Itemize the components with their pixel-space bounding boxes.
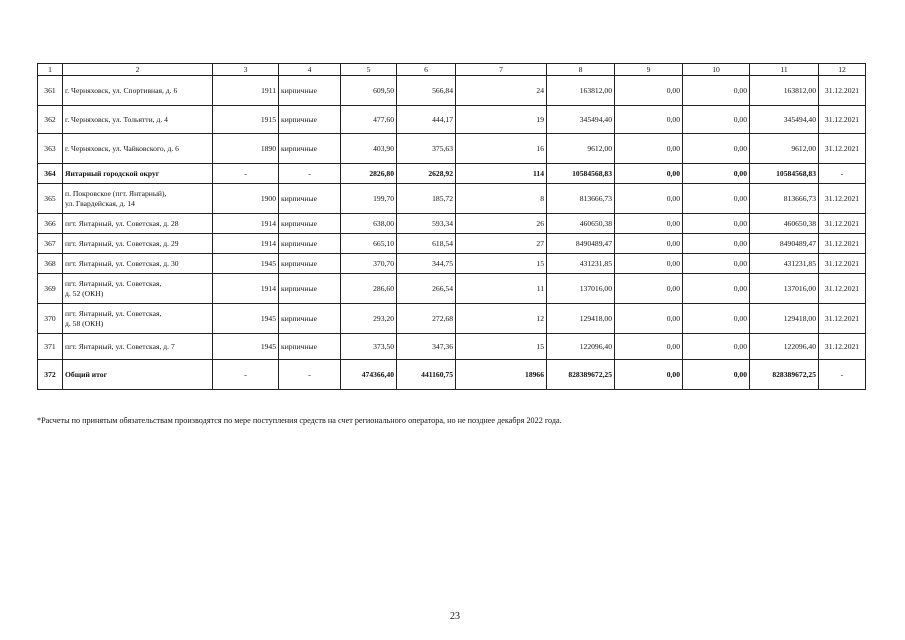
address-line: Янтарный городской округ (65, 168, 160, 178)
row-number: 365 (38, 184, 63, 214)
col-6-value: 441160,75 (397, 360, 456, 390)
col-6-value: 2628,92 (397, 164, 456, 184)
col-5-value: 2826,80 (341, 164, 397, 184)
col-10-value: 0,00 (683, 164, 750, 184)
col-5-value: 370,70 (341, 254, 397, 274)
col-8-value: 828389672,25 (547, 360, 615, 390)
year-built: 1914 (213, 214, 279, 234)
col-9-value: 0,00 (615, 106, 683, 134)
address (63, 76, 213, 106)
col-11-value: 9612,00 (750, 134, 819, 164)
col-5-value: 477,60 (341, 106, 397, 134)
col-10-value: 0,00 (683, 304, 750, 334)
year-built: 1915 (213, 106, 279, 134)
table-row (38, 184, 866, 214)
col-header-2: 2 (63, 64, 213, 76)
col-10-value: 0,00 (683, 234, 750, 254)
wall-material: - (279, 360, 341, 390)
address-line: г. Черняховск, ул. Чайковского, д. 6 (65, 143, 179, 153)
col-11-value: 813666,73 (750, 184, 819, 214)
col-9-value: 0,00 (615, 76, 683, 106)
col-8-value: 163812,00 (547, 76, 615, 106)
wall-material: кирпичные (279, 106, 341, 134)
col-8-value: 431231,85 (547, 254, 615, 274)
col-5-value: 638,00 (341, 214, 397, 234)
col-8-value: 122096,40 (547, 334, 615, 360)
col-header-5: 5 (341, 64, 397, 76)
col-11-value: 163812,00 (750, 76, 819, 106)
col-10-value: 0,00 (683, 76, 750, 106)
table-row (38, 304, 866, 334)
register-table (37, 63, 866, 390)
col-9-value: 0,00 (615, 134, 683, 164)
col-7-value: 26 (456, 214, 547, 234)
col-7-value: 8 (456, 184, 547, 214)
year-built: 1890 (213, 134, 279, 164)
col-6-value: 272,68 (397, 304, 456, 334)
col-9-value: 0,00 (615, 164, 683, 184)
row-number: 364 (38, 164, 63, 184)
table-row (38, 106, 866, 134)
address (63, 164, 213, 184)
table-row (38, 214, 866, 234)
wall-material: кирпичные (279, 184, 341, 214)
completion-date: 31.12.2021 (819, 304, 866, 334)
col-6-value: 344,75 (397, 254, 456, 274)
wall-material: кирпичные (279, 254, 341, 274)
address-line: пгт. Янтарный, ул. Советская, д. 29 (65, 238, 179, 248)
col-5-value: 403,90 (341, 134, 397, 164)
col-header-11: 11 (750, 64, 819, 76)
address-line: д. 58 (ОКН) (65, 318, 104, 328)
wall-material: - (279, 164, 341, 184)
col-5-value: 293,20 (341, 304, 397, 334)
col-8-value: 460650,38 (547, 214, 615, 234)
completion-date: 31.12.2021 (819, 134, 866, 164)
address-line: Общий итог (65, 369, 108, 379)
completion-date: 31.12.2021 (819, 214, 866, 234)
col-7-value: 15 (456, 334, 547, 360)
completion-date: 31.12.2021 (819, 234, 866, 254)
col-5-value: 373,50 (341, 334, 397, 360)
row-number: 369 (38, 274, 63, 304)
address (63, 274, 213, 304)
col-8-value: 10584568,83 (547, 164, 615, 184)
table-total-row (38, 360, 866, 390)
col-9-value: 0,00 (615, 304, 683, 334)
year-built: 1945 (213, 254, 279, 274)
year-built: - (213, 164, 279, 184)
col-7-value: 18966 (456, 360, 547, 390)
year-built: - (213, 360, 279, 390)
completion-date: 31.12.2021 (819, 254, 866, 274)
table-row (38, 234, 866, 254)
col-5-value: 199,70 (341, 184, 397, 214)
table-row (38, 76, 866, 106)
col-10-value: 0,00 (683, 106, 750, 134)
address (63, 134, 213, 164)
col-10-value: 0,00 (683, 274, 750, 304)
col-11-value: 129418,00 (750, 304, 819, 334)
table-row (38, 134, 866, 164)
col-6-value: 347,36 (397, 334, 456, 360)
completion-date: 31.12.2021 (819, 106, 866, 134)
row-number: 366 (38, 214, 63, 234)
wall-material: кирпичные (279, 134, 341, 164)
completion-date: 31.12.2021 (819, 76, 866, 106)
address (63, 214, 213, 234)
completion-date: 31.12.2021 (819, 274, 866, 304)
col-11-value: 828389672,25 (750, 360, 819, 390)
col-header-10: 10 (683, 64, 750, 76)
table-row (38, 274, 866, 304)
col-header-3: 3 (213, 64, 279, 76)
footnote: *Расчеты по принятым обязательствам производятся по мере поступления средств на счет регионального оператора, но не позднее декабря 2022 года. (37, 416, 562, 425)
col-header-12: 12 (819, 64, 866, 76)
col-header-8: 8 (547, 64, 615, 76)
col-6-value: 185,72 (397, 184, 456, 214)
col-7-value: 16 (456, 134, 547, 164)
col-9-value: 0,00 (615, 334, 683, 360)
completion-date: 31.12.2021 (819, 184, 866, 214)
page-number: 23 (450, 611, 460, 622)
year-built: 1914 (213, 234, 279, 254)
col-10-value: 0,00 (683, 254, 750, 274)
wall-material: кирпичные (279, 304, 341, 334)
wall-material: кирпичные (279, 234, 341, 254)
col-header-1: 1 (38, 64, 63, 76)
completion-date: 31.12.2021 (819, 334, 866, 360)
col-7-value: 114 (456, 164, 547, 184)
col-5-value: 286,60 (341, 274, 397, 304)
address-line: пгт. Янтарный, ул. Советская, (65, 309, 162, 319)
col-9-value: 0,00 (615, 360, 683, 390)
table-body (38, 76, 866, 390)
address-line: д. 52 (ОКН) (65, 288, 104, 298)
address (63, 304, 213, 334)
address-line: ул. Гвардейская, д. 14 (65, 198, 135, 208)
col-10-value: 0,00 (683, 214, 750, 234)
year-built: 1914 (213, 274, 279, 304)
wall-material: кирпичные (279, 214, 341, 234)
col-11-value: 8490489,47 (750, 234, 819, 254)
address-line: г. Черняховск, ул. Спортивная, д. 6 (65, 85, 178, 95)
row-number: 362 (38, 106, 63, 134)
col-7-value: 15 (456, 254, 547, 274)
wall-material: кирпичные (279, 334, 341, 360)
col-header-9: 9 (615, 64, 683, 76)
row-number: 372 (38, 360, 63, 390)
year-built: 1900 (213, 184, 279, 214)
wall-material: кирпичные (279, 274, 341, 304)
col-9-value: 0,00 (615, 234, 683, 254)
col-11-value: 137016,00 (750, 274, 819, 304)
table-row (38, 254, 866, 274)
year-built: 1945 (213, 304, 279, 334)
address-line: пгт. Янтарный, ул. Советская, д. 28 (65, 218, 179, 228)
col-10-value: 0,00 (683, 184, 750, 214)
col-7-value: 11 (456, 274, 547, 304)
col-header-4: 4 (279, 64, 341, 76)
table-row (38, 334, 866, 360)
row-number: 368 (38, 254, 63, 274)
address-line: пгт. Янтарный, ул. Советская, д. 30 (65, 258, 179, 268)
col-8-value: 137016,00 (547, 274, 615, 304)
col-10-value: 0,00 (683, 334, 750, 360)
col-9-value: 0,00 (615, 214, 683, 234)
col-6-value: 593,34 (397, 214, 456, 234)
address (63, 234, 213, 254)
completion-date: - (819, 360, 866, 390)
col-7-value: 24 (456, 76, 547, 106)
col-10-value: 0,00 (683, 360, 750, 390)
col-6-value: 566,84 (397, 76, 456, 106)
col-11-value: 122096,40 (750, 334, 819, 360)
col-header-7: 7 (456, 64, 547, 76)
col-11-value: 431231,85 (750, 254, 819, 274)
col-11-value: 345494,40 (750, 106, 819, 134)
col-7-value: 19 (456, 106, 547, 134)
col-6-value: 266,54 (397, 274, 456, 304)
address (63, 106, 213, 134)
table-total-row (38, 164, 866, 184)
col-5-value: 474366,40 (341, 360, 397, 390)
col-11-value: 10584568,83 (750, 164, 819, 184)
year-built: 1911 (213, 76, 279, 106)
row-number: 363 (38, 134, 63, 164)
address (63, 254, 213, 274)
address (63, 360, 213, 390)
col-7-value: 12 (456, 304, 547, 334)
col-11-value: 460650,38 (750, 214, 819, 234)
year-built: 1945 (213, 334, 279, 360)
col-6-value: 618,54 (397, 234, 456, 254)
address-line: пгт. Янтарный, ул. Советская, (65, 279, 162, 289)
row-number: 370 (38, 304, 63, 334)
header-row (38, 64, 866, 76)
col-header-6: 6 (397, 64, 456, 76)
col-6-value: 375,63 (397, 134, 456, 164)
col-10-value: 0,00 (683, 134, 750, 164)
address (63, 334, 213, 360)
completion-date: - (819, 164, 866, 184)
col-8-value: 9612,00 (547, 134, 615, 164)
row-number: 361 (38, 76, 63, 106)
address (63, 184, 213, 214)
col-5-value: 665,10 (341, 234, 397, 254)
col-9-value: 0,00 (615, 274, 683, 304)
col-5-value: 609,50 (341, 76, 397, 106)
col-8-value: 813666,73 (547, 184, 615, 214)
address-line: г. Черняховск, ул. Тольятти, д. 4 (65, 114, 168, 124)
wall-material: кирпичные (279, 76, 341, 106)
col-8-value: 8490489,47 (547, 234, 615, 254)
col-9-value: 0,00 (615, 184, 683, 214)
col-7-value: 27 (456, 234, 547, 254)
address-line: п. Покровское (пгт. Янтарный), (65, 189, 167, 199)
col-6-value: 444,17 (397, 106, 456, 134)
col-9-value: 0,00 (615, 254, 683, 274)
col-8-value: 345494,40 (547, 106, 615, 134)
address-line: пгт. Янтарный, ул. Советская, д. 7 (65, 341, 175, 351)
row-number: 371 (38, 334, 63, 360)
col-8-value: 129418,00 (547, 304, 615, 334)
row-number: 367 (38, 234, 63, 254)
